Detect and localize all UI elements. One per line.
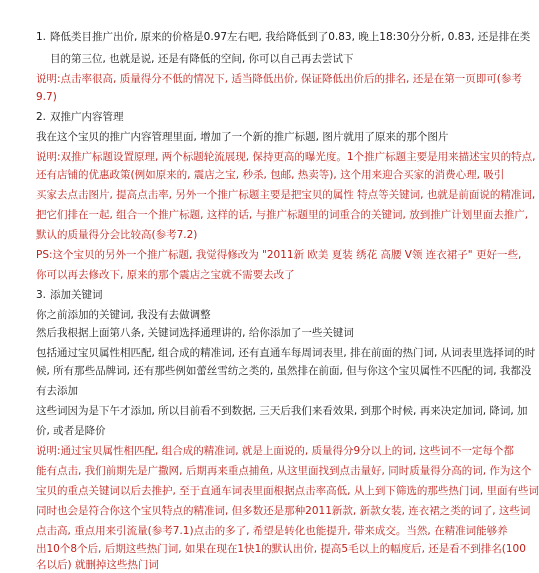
section-2-number: 2. [36,111,47,123]
section-3-note-line-3: 宝贝的重点关键词以后去推护, 至于直通车词表里面根据点击率高低, 从上到下筛选的那些热门词, 里面有些词 [36,485,539,497]
section-3-line-5: 有去添加 [36,385,78,397]
section-2-title: 双推广内容管理 [50,111,124,123]
section-1-number: 1. [36,31,47,43]
section-3-title: 添加关键词 [50,289,103,301]
section-3-line-1: 你之前添加的关键词, 我没有去做调整 [36,309,211,321]
section-3-line-3: 包括通过宝贝属性相匹配, 组合成的精准词, 还有直通车每周词表里, 排在前面的热门词, 从词表里选择词的时 [36,347,536,359]
section-1-note-line-2: 9.7) [36,91,57,103]
section-1-note-line-1: 说明:点击率很高, 质量得分不低的情况下, 适当降低出价, 保证降低出价后的排名, 还是在第一页即可(参考 [36,73,522,85]
section-3-line-7: 价, 或者是降价 [36,425,106,437]
section-1-line-2: 目的第三位, 也就是说, 还是有降低的空间, 你可以自己再去尝试下 [50,53,354,65]
section-2-note-line-3: 买家去点击图片, 提高点击率, 另外一个推广标题主要是把宝贝的属性 特点等关键词, 也就是前面说的精准词, [36,189,536,201]
section-3-number: 3. [36,289,47,301]
section-3-line-2: 然后我根据上面第八条, 关键词选择通理讲的, 给你添加了一些关键词 [36,327,354,339]
section-2-note-line-5: 默认的质量得分会比较高(参考7.2) [36,229,198,241]
section-2-note-line-2: 还有店铺的优惠政策(例如原来的, 震店之宝, 秒杀, 包邮, 热卖等), 这个用来迎合买家的消费心理, 吸引 [36,169,505,181]
section-2-ps-line-2: 你可以再去修改下, 原来的那个震店之宝就不需要去改了 [36,269,295,281]
section-1-line-1: 降低类目推广出价, 原来的价格是0.97左右吧, 我给降低到了0.83, 晚上18:30分分析, 0.83, 还是排在类 [50,31,531,43]
section-3-note-line-5: 点击高, 重点用来引流量(参考7.1)点击的多了, 希望是转化也能提升, 带来成交。当然, 在精准词能够养 [36,525,508,537]
section-2-note-line-4: 把它们排在一起, 组合一个推广标题, 这样的话, 与推广标题里的词重合的关键词, 放到推广计划里面去推广, [36,209,529,221]
section-2-line-1: 我在这个宝贝的推广内容管理里面, 增加了一个新的推广标题, 图片就用了原来的那个图片 [36,131,449,143]
section-2-ps-line-1: PS:这个宝贝的另外一个推广标题, 我觉得修改为 "2011新 欧美 夏装 绣花 高腰 V领 连衣裙子" 更好一些, [36,249,522,261]
section-3-note-line-6: 出10个8个后, 后期这些热门词, 如果在现在1快1的默认出价, 提高5毛以上的幅度后, 还是看不到排名(100 [36,543,526,555]
section-3-note-line-4: 同时也会是符合你这个宝贝特点的精准词, 但多数还是那种2011新款, 新款女装, 连衣裙之类的词了, 这些词 [36,505,531,517]
section-3-note-line-2: 能有点击, 我们前期先是广撒网, 后期再来重点捕鱼, 从这里面找到点击量好, 同时质量得分高的词, 作为这个 [36,465,532,477]
section-3-line-6: 这些词因为是下午才添加, 所以目前看不到数据, 三天后我们来看效果, 到那个时候, 再来决定加词, 降词, 加 [36,405,528,417]
section-3-line-4: 候, 所有那些品牌词, 还有那些例如蕾丝雪纺之类的, 虽然排在前面, 但与你这个宝贝属性不匹配的词, 我都没 [36,365,532,377]
section-2-note-line-1: 说明:双推广标题设置原理, 两个标题轮流展现, 保持更高的曝光度。1个推广标题主要是用来描述宝贝的特点, [36,151,536,163]
section-3-note-line-7: 名以后) 就删掉这些热门词 [36,559,159,571]
section-3-note-line-1: 说明:通过宝贝属性相匹配, 组合成的精准词, 就是上面说的, 质量得分9分以上的词, 这些词不一定每个都 [36,445,514,457]
